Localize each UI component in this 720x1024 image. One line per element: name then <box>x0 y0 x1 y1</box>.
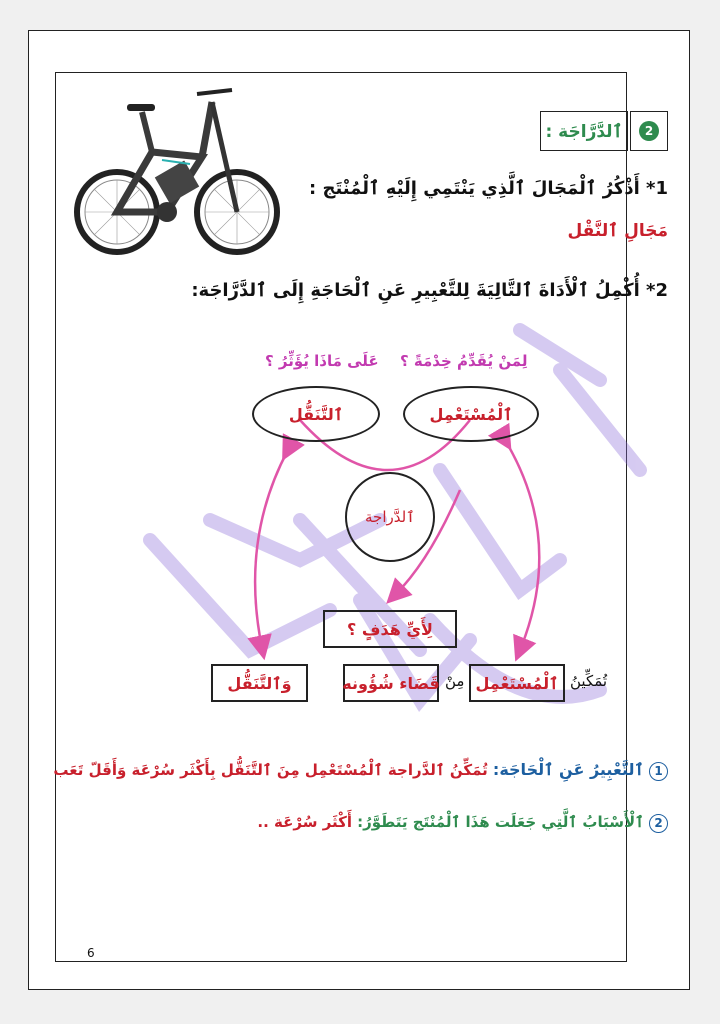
box-affairs <box>343 664 439 702</box>
center-label: ٱلدَّراجة <box>365 508 415 526</box>
ellipse-user-label: ٱلْمُسْتَعْمِل <box>429 404 513 424</box>
box-user <box>469 664 565 702</box>
answer-1-text: تُمَكِّنُ ٱلدَّراجة ٱلْمُسْتَعْمِل مِنَ ٱلتَّنَقُّل بِأَكْثَر سُرْعَة وَأَقَلّ تَعَب <box>53 761 488 779</box>
answer-2-label: ٱلْأَسْبَابُ ٱلَّتِي جَعَلَت هَذَا ٱلْمُنْتَج يَتَطَوَّرُ: <box>357 813 644 831</box>
question-serves: لِمَنْ يُقَدِّمُ خِدْمَةً ؟ <box>400 352 528 370</box>
answer-1-label: ٱلتَّعْبِيرُ عَنِ ٱلْحَاجَة: <box>492 760 644 779</box>
box-user-label: ٱلْمُسْتَعْمِل <box>475 673 559 693</box>
section-number: 2 <box>639 121 659 141</box>
answer-2 <box>257 812 668 833</box>
page-number: 6 <box>87 946 95 960</box>
question-affects: عَلَى مَاذَا يُؤَثِّرُ ؟ <box>265 352 379 370</box>
enable-word: تُمَكِّينُ <box>570 672 608 690</box>
answer-2-number: 2 <box>649 814 668 833</box>
ellipse-movement <box>252 386 380 442</box>
section-title: ٱلدَّرَّاجَة : <box>540 111 628 151</box>
from-word: مِنْ <box>445 672 465 690</box>
answer-1 <box>53 760 668 781</box>
box-affairs-label: قَضَاء شُؤُونه <box>342 673 440 693</box>
ellipse-movement-label: ٱلتَّنَقُّل <box>288 404 344 424</box>
answer-2-text: أَكْثَر سُرْعَة .. <box>257 813 353 831</box>
question-1: 1* أَذْكُرُ ٱلْمَجَالَ ٱلَّذِي يَنْتَمِي إِلَيْهِ ٱلْمُنْتَج : <box>309 178 668 199</box>
ellipse-user <box>403 386 539 442</box>
answer-1-number: 1 <box>649 762 668 781</box>
goal-box <box>323 610 457 648</box>
center-circle <box>345 472 435 562</box>
question-2: 2* أُكْمِلُ ٱلْأَدَاةَ ٱلتَّالِيَةَ لِلتَّعْبِيرِ عَنِ ٱلْحَاجَةِ إِلَى ٱلدَّرَّاجَة: <box>191 280 668 301</box>
box-movement-label: وَٱلتَّنَقُّل <box>227 673 292 693</box>
box-movement <box>211 664 308 702</box>
question-1-answer: مَجَالِ ٱلنَّقْل <box>567 221 668 241</box>
goal-question: لِأَيِّ هَدَفٍ ؟ <box>347 619 433 639</box>
